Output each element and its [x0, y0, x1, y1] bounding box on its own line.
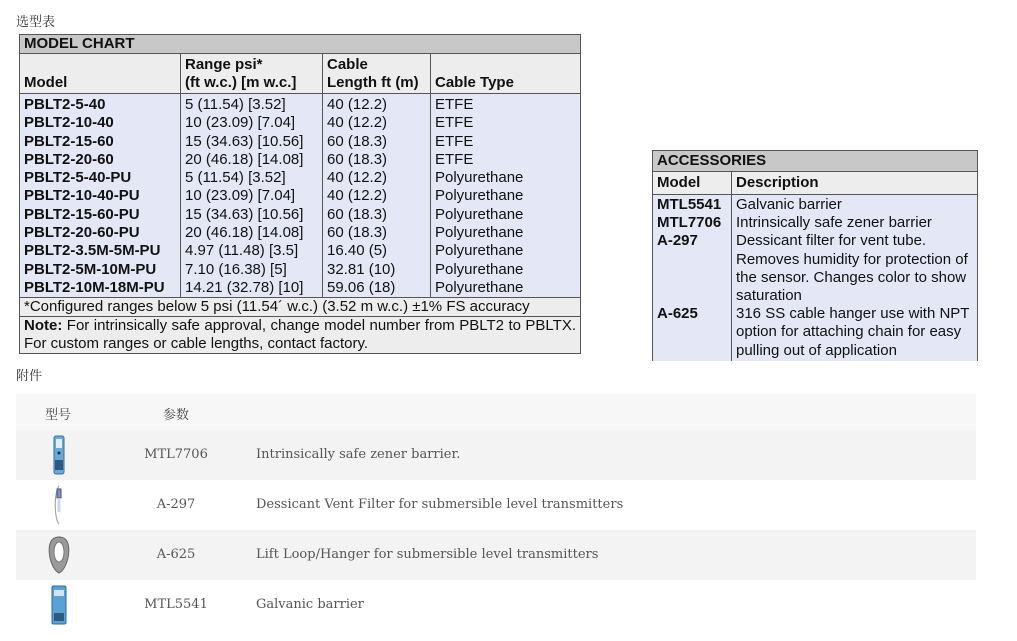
cable-type-cell: ETFE [431, 151, 581, 169]
cable-length-cell: 60 (18.3) [323, 151, 431, 169]
model-cell: PBLT2-20-60-PU [20, 224, 181, 242]
selection-table-title: 选型表 [16, 15, 56, 30]
col-header-range [181, 54, 323, 94]
cable-type-cell: Polyurethane [431, 224, 581, 242]
table-row [653, 232, 978, 305]
model-chart-title: MODEL CHART [20, 35, 581, 54]
acc-description-cell: Galvanic barrier [732, 195, 978, 215]
table-row [653, 214, 978, 232]
acc-description-cell: Intrinsically safe zener barrier [732, 214, 978, 232]
note-label: Note: [24, 317, 63, 335]
table-row [20, 114, 581, 132]
table-row [20, 242, 581, 260]
attachment-description: Intrinsically safe zener barrier. [256, 447, 461, 462]
accessories-table [652, 150, 978, 361]
acc-model-cell: A-625 [653, 305, 732, 361]
col-header-cable-type: Cable Type [431, 54, 581, 94]
acc-description-cell: 316 SS cable hanger use with NPT option for attaching chain for easy pulling out of application [732, 305, 978, 361]
attachments-list [16, 394, 976, 630]
vent-filter-icon [44, 484, 74, 526]
acc-model-cell: A-297 [653, 232, 732, 305]
list-item [16, 530, 976, 580]
note-text: For intrinsically safe approval, change model number from PBLT2 to PBLTX. For custom ranges or cable lengths, contact factory. [24, 317, 576, 353]
range-cell: 14.21 (32.78) [10] [181, 279, 323, 298]
model-cell: PBLT2-10-40-PU [20, 187, 181, 205]
acc-header-model: Model [653, 172, 732, 195]
cable-length-cell: 40 (12.2) [323, 94, 431, 115]
table-row [20, 187, 581, 205]
cable-length-cell: 60 (18.3) [323, 133, 431, 151]
model-chart-note [20, 317, 581, 354]
attachment-code: MTL7706 [144, 447, 208, 462]
cable-type-cell: ETFE [431, 133, 581, 151]
table-row [20, 224, 581, 242]
model-cell: PBLT2-5-40-PU [20, 169, 181, 187]
list-item [16, 430, 976, 480]
acc-description-cell: Dessicant filter for vent tube. Removes humidity for protection of the sensor. Changes color to show saturation [732, 232, 978, 305]
zener-barrier-icon [44, 434, 74, 476]
range-cell: 20 (46.18) [14.08] [181, 151, 323, 169]
cable-length-cell: 40 (12.2) [323, 114, 431, 132]
col-header-cable-line1: Cable [327, 56, 368, 73]
col-header-range-line2: (ft w.c.) [m w.c.] [185, 74, 297, 91]
cable-type-cell: Polyurethane [431, 242, 581, 260]
cable-length-cell: 59.06 (18) [323, 279, 431, 298]
lift-loop-icon [44, 534, 74, 576]
cable-length-cell: 60 (18.3) [323, 224, 431, 242]
galvanic-barrier-icon [44, 584, 74, 626]
cable-length-cell: 60 (18.3) [323, 206, 431, 224]
model-cell: PBLT2-10-40 [20, 114, 181, 132]
col-header-cable-line2: Length ft (m) [327, 74, 419, 91]
acc-model-cell: MTL7706 [653, 214, 732, 232]
attachments-header-model: 型号 [45, 408, 72, 423]
attachment-code: A-297 [156, 497, 196, 512]
range-cell: 10 (23.09) [7.04] [181, 114, 323, 132]
attachment-description: Dessicant Vent Filter for submersible level transmitters [256, 497, 624, 512]
model-cell: PBLT2-5M-10M-PU [20, 261, 181, 279]
table-row [653, 195, 978, 215]
model-cell: PBLT2-15-60 [20, 133, 181, 151]
cable-type-cell: ETFE [431, 114, 581, 132]
cable-length-cell: 40 (12.2) [323, 187, 431, 205]
acc-model-cell: MTL5541 [653, 195, 732, 215]
cable-type-cell: Polyurethane [431, 279, 581, 298]
table-row [20, 261, 581, 279]
attachments-header-params: 参数 [163, 408, 190, 423]
list-item [16, 480, 976, 530]
range-cell: 4.97 (11.48) [3.5] [181, 242, 323, 260]
table-row [653, 305, 978, 361]
model-chart-footnote: *Configured ranges below 5 psi (11.54´ w.c.) (3.52 m w.c.) ±1% FS accuracy [20, 298, 581, 317]
cable-type-cell: Polyurethane [431, 206, 581, 224]
model-chart-table [19, 34, 581, 354]
cable-type-cell: Polyurethane [431, 169, 581, 187]
table-row [20, 169, 581, 187]
table-row [20, 279, 581, 298]
cable-type-cell: Polyurethane [431, 187, 581, 205]
range-cell: 20 (46.18) [14.08] [181, 224, 323, 242]
attachments-header [16, 394, 976, 430]
attachment-description: Lift Loop/Hanger for submersible level transmitters [256, 547, 599, 562]
range-cell: 10 (23.09) [7.04] [181, 187, 323, 205]
range-cell: 5 (11.54) [3.52] [181, 169, 323, 187]
attachment-code: MTL5541 [144, 597, 208, 612]
table-row [20, 151, 581, 169]
model-cell: PBLT2-3.5M-5M-PU [20, 242, 181, 260]
col-header-cable-length [323, 54, 431, 94]
cable-type-cell: ETFE [431, 94, 581, 115]
attachments-title: 附件 [16, 369, 43, 384]
model-cell: PBLT2-5-40 [20, 94, 181, 115]
attachment-description: Galvanic barrier [256, 597, 364, 612]
acc-header-description: Description [732, 172, 978, 195]
cable-type-cell: Polyurethane [431, 261, 581, 279]
cable-length-cell: 32.81 (10) [323, 261, 431, 279]
model-cell: PBLT2-10M-18M-PU [20, 279, 181, 298]
range-cell: 15 (34.63) [10.56] [181, 206, 323, 224]
table-row [20, 206, 581, 224]
range-cell: 5 (11.54) [3.52] [181, 94, 323, 115]
cable-length-cell: 40 (12.2) [323, 169, 431, 187]
range-cell: 7.10 (16.38) [5] [181, 261, 323, 279]
attachment-code: A-625 [156, 547, 196, 562]
range-cell: 15 (34.63) [10.56] [181, 133, 323, 151]
cable-length-cell: 16.40 (5) [323, 242, 431, 260]
accessories-title: ACCESSORIES [653, 151, 978, 172]
model-cell: PBLT2-15-60-PU [20, 206, 181, 224]
table-row [20, 133, 581, 151]
col-header-model: Model [20, 54, 181, 94]
col-header-range-line1: Range psi* [185, 56, 263, 73]
model-cell: PBLT2-20-60 [20, 151, 181, 169]
list-item [16, 580, 976, 630]
table-row [20, 94, 581, 115]
